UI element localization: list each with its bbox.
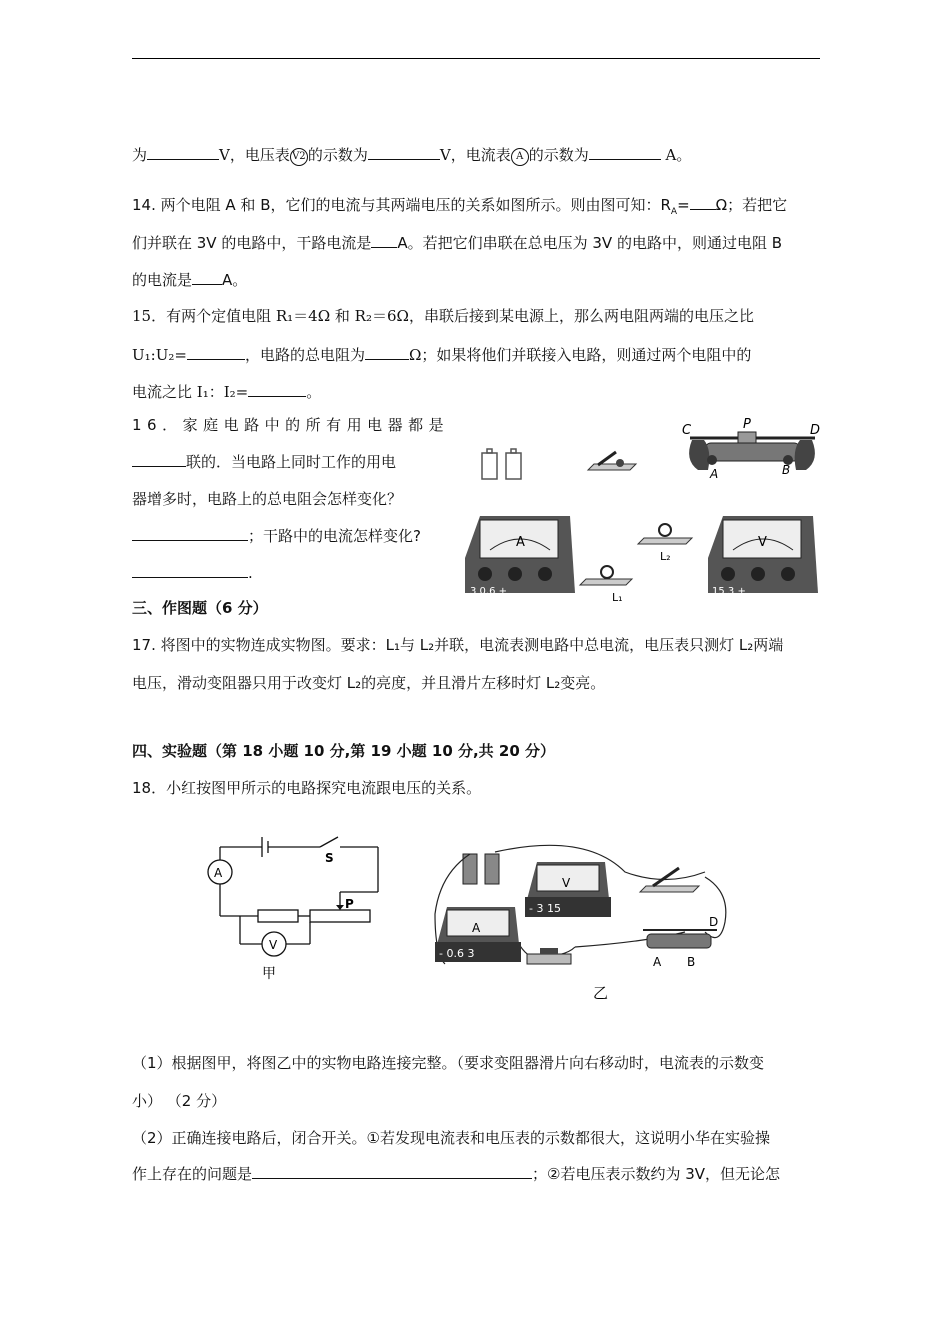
ammeter-device-icon: [465, 516, 575, 597]
yi-lamp-icon: [527, 948, 571, 964]
voltmeter-face-label: V: [758, 535, 767, 550]
lamp-l1-label: L₁: [612, 591, 623, 604]
q16-line2: 联的．当电路上同时工作的用电: [132, 452, 396, 472]
rheostat-icon: [682, 418, 820, 481]
yi-rheostat-icon: [643, 915, 718, 969]
battery-icon: [482, 449, 521, 479]
lamp-l2-icon: [638, 524, 692, 563]
yi-rheo-label-a: A: [653, 955, 662, 969]
jia-voltmeter-label: V: [269, 938, 278, 952]
yi-rheo-label-b: B: [687, 955, 696, 969]
knife-switch-icon: [588, 452, 636, 470]
q18-intro: 18．小红按图甲所示的电路探究电流跟电压的关系。: [132, 779, 482, 797]
q18-part2-line1: （2）正确连接电路后，闭合开关。①若发现电流表和电压表的示数都很大，这说明小华在实验操: [132, 1129, 770, 1147]
yi-battery-icon: [463, 854, 499, 884]
q17-line1: 17. 将图中的实物连成实物图。要求：L₁与 L₂并联，电流表测电路中总电流，电压表只测灯 L₂两端: [132, 636, 784, 654]
yi-voltmeter-icon: [525, 862, 611, 917]
voltmeter-device-icon: [708, 516, 818, 597]
yi-caption: 乙: [593, 984, 609, 1002]
rheo-label-d: D: [810, 423, 821, 438]
ammeter-icon: A: [511, 148, 529, 166]
section4-title: 四、实验题（第 18 小题 10 分,第 19 小题 10 分,共 20 分）: [132, 742, 555, 760]
jia-switch-label: S: [325, 851, 334, 865]
components-figure: [460, 418, 825, 608]
yi-ammeter-icon: [435, 907, 521, 962]
header-rule: [132, 58, 820, 59]
yi-voltmeter-label: V: [562, 876, 571, 890]
jia-caption: 甲: [262, 966, 276, 982]
circuit-diagram-jia: [200, 832, 390, 982]
yi-rheo-label-d: D: [709, 915, 719, 929]
voltmeter-v2-icon: V2: [290, 148, 308, 166]
q16-line4: ；干路中的电流怎样变化?: [132, 526, 421, 546]
jia-slider-label: P: [345, 897, 354, 911]
q18-part1-line1: （1）根据图甲，将图乙中的实物电路连接完整。（要求变阻器滑片向右移动时，电流表的示数变: [132, 1054, 765, 1072]
voltmeter-terminals: 15 3 +: [712, 586, 746, 597]
lamp-l1-icon: [580, 566, 632, 604]
rheo-label-c: C: [682, 423, 692, 438]
q14-line1: 14. 两个电阻 A 和 B，它们的电流与其两端电压的关系如图所示。则由图可知：$R_A= \Omega$；若把它: [132, 196, 788, 217]
yi-ammeter-terminals: - 0.6 3: [439, 947, 475, 960]
q18-part1-line2: 小） （2 分）: [132, 1092, 227, 1110]
ammeter-face-label: A: [516, 535, 525, 550]
yi-ammeter-label: A: [472, 921, 481, 935]
q15-line3: 电流之比 I₁：I₂= 。: [132, 383, 322, 401]
q16-line1: 16．家庭电路中的所有用电器都是: [132, 416, 450, 434]
q16-line5: .: [132, 563, 253, 583]
jia-ammeter-label: A: [214, 866, 223, 880]
rheo-label-b: B: [782, 463, 791, 477]
q14-line2: 们并联在 3V 的电路中，干路电流是 A。若把它们串联在总电压为 3V 的电路中，则通过电阻 B: [132, 234, 783, 252]
lamp-l2-label: L₂: [660, 550, 671, 563]
q17-line2: 电压，滑动变阻器只用于改变灯 L₂的亮度，并且滑片左移时灯 L₂变亮。: [132, 674, 606, 692]
yi-voltmeter-terminals: - 3 15: [529, 902, 561, 915]
q15-line2: U₁:U₂= ，电路的总电阻为 Ω；如果将他们并联接入电路，则通过两个电阻中的: [132, 346, 752, 364]
physical-circuit-yi: [425, 842, 745, 1002]
q14-line3: 的电流是 A。: [132, 271, 248, 289]
ammeter-terminals: 3 0.6 +: [470, 586, 508, 597]
q18-part2-line2: 作上存在的问题是 ；②若电压表示数约为 3V，但无论怎: [132, 1165, 781, 1183]
q16-line3: 器增多时，电路上的总电阻会怎样变化？: [132, 490, 403, 508]
rheo-label-p: P: [743, 418, 751, 432]
q15-line1: 15．有两个定值电阻 R₁＝4Ω 和 R₂＝6Ω，串联后接到某电源上，那么两电阻两端的电压之比: [132, 307, 754, 325]
q13-tail: 为 V，电压表 V2 的示数为 V，电流表 A 的示数为 A。: [132, 146, 692, 164]
rheo-label-a: A: [710, 467, 719, 481]
section3-title: 三、作图题（6 分）: [132, 599, 268, 617]
